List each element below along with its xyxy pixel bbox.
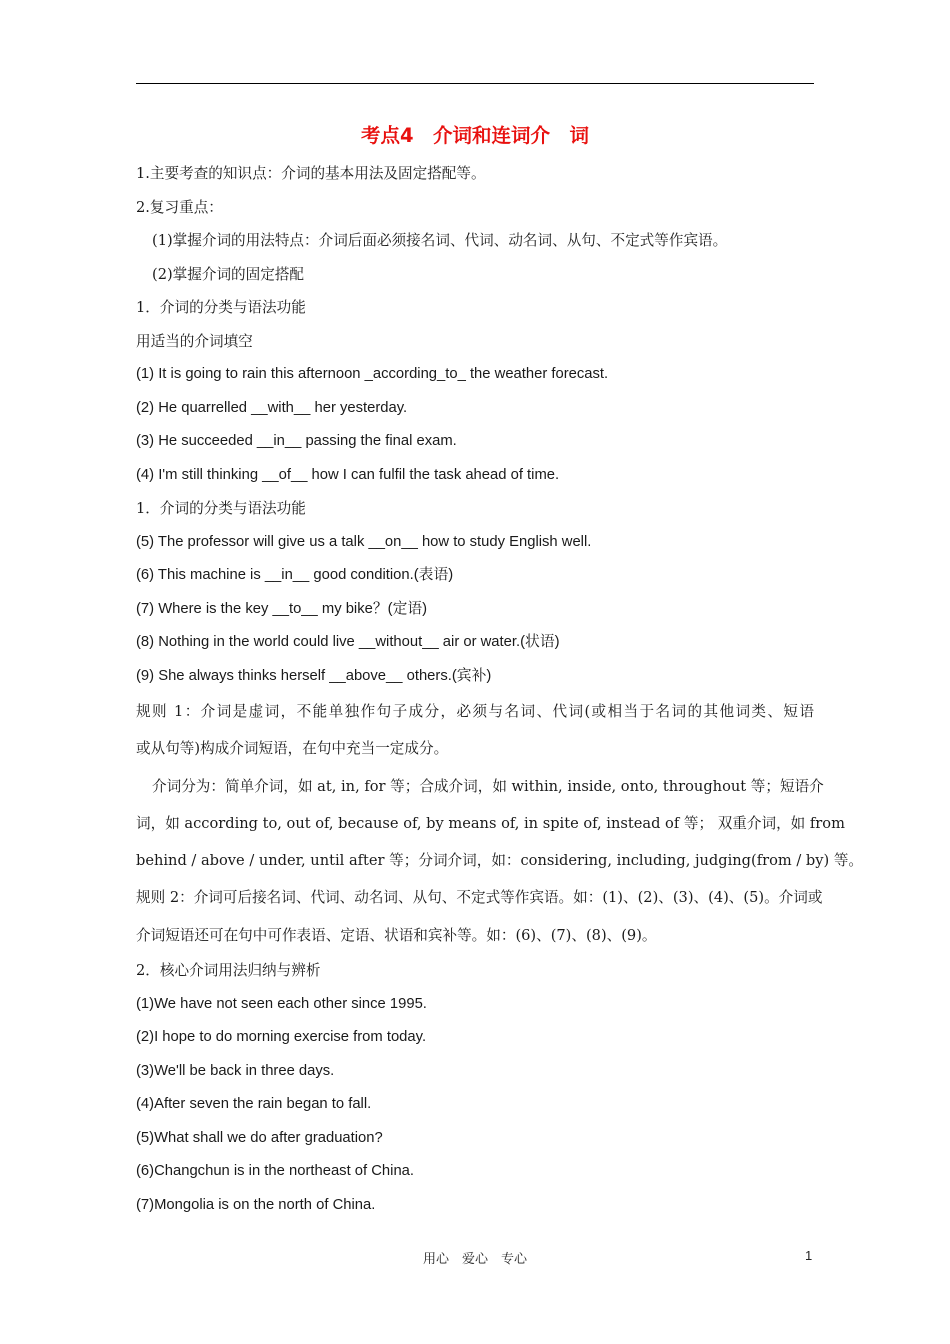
rule-1-paragraph [136, 693, 814, 768]
exercise-item: (7) Where is the key __to__ my bike？(定语) [136, 600, 428, 617]
page-footer: 用心 爱心 专心 [422, 1252, 527, 1267]
section-1-heading: 1．介词的分类与语法功能 [136, 299, 306, 316]
example-item: (6)Changchun is in the northeast of China. [136, 1163, 415, 1180]
document-body [136, 157, 864, 1222]
exercise-item: (5) The professor will give us a talk __on__ how to study English well. [136, 533, 592, 550]
intro-line-4: (2)掌握介词的固定搭配 [152, 265, 305, 283]
example-item: (2)I hope to do morning exercise from today. [136, 1029, 427, 1046]
example-item: (7)Mongolia is on the north of China. [136, 1196, 376, 1213]
header-rule [136, 83, 814, 84]
paragraph-line: behind / above / under, until after 等；分词介词，如：considering, including, judging(from / by) 等。 [136, 852, 864, 870]
exercise-item: (2) He quarrelled __with__ her yesterday. [136, 399, 408, 416]
section-2-heading: 2．核心介词用法归纳与辨析 [136, 962, 321, 980]
intro-line-1: 1.主要考查的知识点：介词的基本用法及固定搭配等。 [136, 165, 486, 182]
section-1-heading-repeat: 1．介词的分类与语法功能 [136, 500, 306, 517]
page-number: 1 [805, 1248, 813, 1263]
rule-2-paragraph [136, 879, 823, 954]
example-item: (5)What shall we do after graduation? [136, 1129, 383, 1146]
paragraph-line: 规则 2：介词可后接名词、代词、动名词、从句、不定式等作宾语。如：(1)、(2)、(3)、(4)、(5)。介词或 [136, 889, 823, 907]
exercise-item: (3) He succeeded __in__ passing the final exam. [136, 433, 457, 449]
exercise-item: (4) I'm still thinking __of__ how I can fulfil the task ahead of time. [136, 466, 560, 483]
exercise-item: (8) Nothing in the world could live __without__ air or water.(状语) [136, 634, 560, 650]
classification-paragraph [136, 768, 864, 880]
example-item: (1)We have not seen each other since 1995. [136, 995, 427, 1012]
page-title: 考点4 介词和连词介 词 [360, 124, 590, 147]
section-1-instruction: 用适当的介词填空 [136, 332, 253, 350]
exercise-item: (1) It is going to rain this afternoon _according_to_ the weather forecast. [136, 366, 609, 382]
example-item: (4)After seven the rain began to fall. [136, 1096, 372, 1113]
paragraph-line: 规则 1：介词是虚词，不能单独作句子成分，必须与名词、代词(或相当于名词的其他词类、短语 [136, 703, 814, 720]
exercise-item: (9) She always thinks herself __above__ others.(宾补) [136, 667, 492, 684]
example-item: (3)We'll be back in three days. [136, 1062, 335, 1079]
intro-line-2: 2.复习重点： [136, 198, 223, 216]
paragraph-line: 介词分为：简单介词，如 at, in, for 等；合成介词，如 within, inside, onto, throughout 等；短语介 [152, 777, 824, 795]
paragraph-line: 词，如 according to, out of, because of, by means of, in spite of, instead of 等； 双重介词，如 from [136, 814, 845, 832]
paragraph-line: 或从句等)构成介词短语，在句中充当一定成分。 [136, 740, 449, 758]
intro-line-3: (1)掌握介词的用法特点：介词后面必须接名词、代词、动名词、从句、不定式等作宾语。 [152, 232, 728, 249]
paragraph-line: 介词短语还可在句中可作表语、定语、状语和宾补等。如：(6)、(7)、(8)、(9)。 [136, 926, 657, 944]
exercise-item: (6) This machine is __in__ good condition.(表语) [136, 567, 454, 583]
